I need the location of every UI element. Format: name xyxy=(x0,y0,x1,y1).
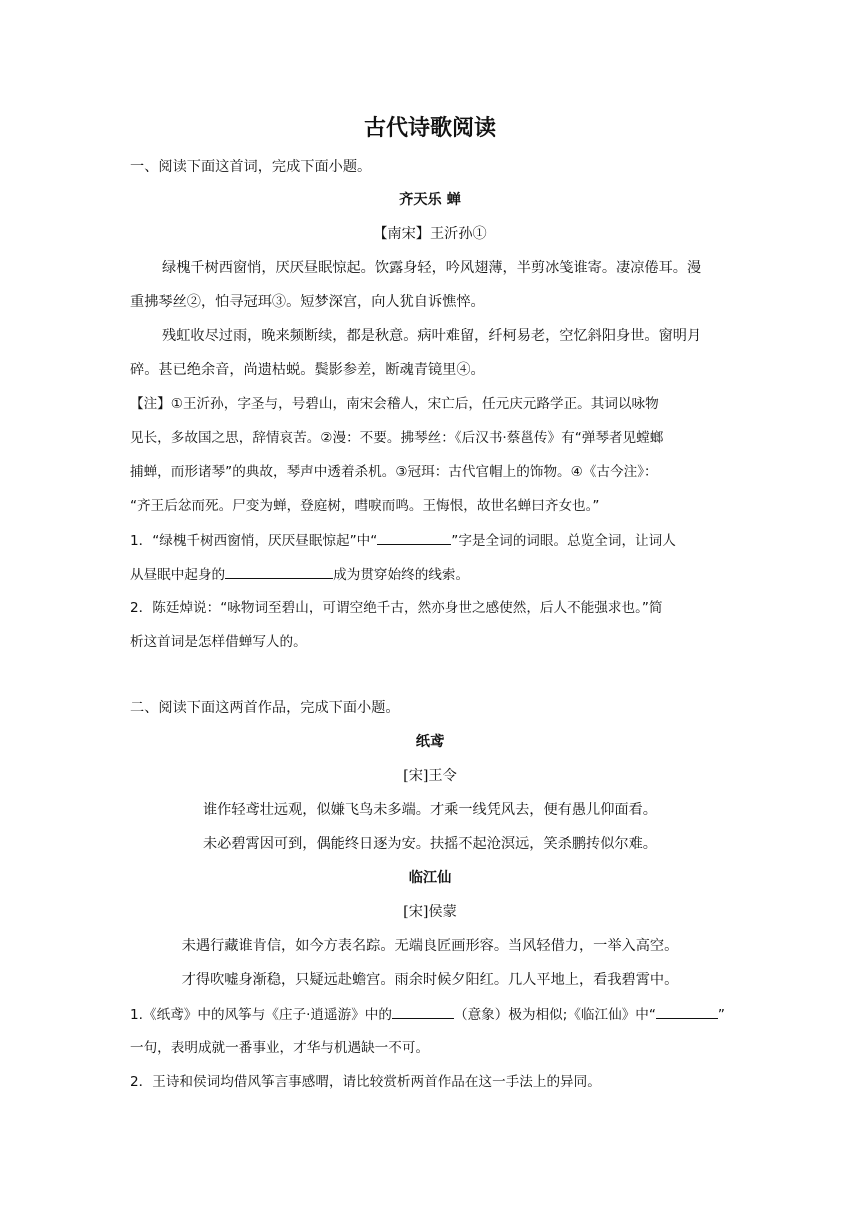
question-1 xyxy=(130,530,676,551)
answer-blank[interactable] xyxy=(377,530,451,545)
section2-question-1-cont: 一句，表明成就一番事业，才华与机遇缺一不可。 xyxy=(130,1040,430,1056)
poem-line: 碎。甚已绝余音，尚遗枯蜕。鬓影参差，断魂青镜里④。 xyxy=(130,362,485,378)
answer-blank[interactable] xyxy=(225,564,333,579)
note-line: 捕蝉，而形诸琴”的典故，琴声中透着杀机。③冠珥：古代官帽上的饰物。④《古今注》： xyxy=(130,464,658,480)
question-text: （意象）极为相似;《临江仙》中“ xyxy=(453,1007,656,1023)
page-title: 古代诗歌阅读 xyxy=(363,115,496,141)
poem2-author: [宋]侯蒙 xyxy=(403,904,457,920)
answer-blank[interactable] xyxy=(656,1004,718,1019)
note-line: 见长，多故国之思，辞情哀苦。②漫：不要。拂琴丝：《后汉书·蔡邕传》有“弹琴者见螳螂 xyxy=(130,430,664,446)
section1-poem-author: 【南宋】王沂孙① xyxy=(373,226,487,242)
question-text: 1.《纸鸢》中的风筝与《庄子·逍遥游》中的 xyxy=(130,1007,392,1023)
poem-line: 绿槐千树西窗悄，厌厌昼眠惊起。饮露身轻，吟风翅薄，半剪冰笺谁寄。凄凉倦耳。漫 xyxy=(162,260,702,276)
question-2: 2．陈廷焯说：“咏物词至碧山，可谓空绝千古，然亦身世之感使然，后人不能强求也。”简 xyxy=(130,600,663,616)
poem2-title: 临江仙 xyxy=(408,870,452,886)
section2-question-1 xyxy=(130,1004,725,1025)
note-line: “齐王后忿而死。尸变为蝉，登庭树，嘒唳而鸣。王悔恨，故世名蝉曰齐女也。” xyxy=(130,498,600,514)
section2-question-2: 2．王诗和侯词均借风筝言事感喟，请比较赏析两首作品在这一手法上的异同。 xyxy=(130,1074,601,1090)
poem2-line: 未遇行藏谁肯信，如今方表名踪。无端良匠画形容。当风轻借力，一举入高空。 xyxy=(181,938,679,954)
question-text: ”字是全词的词眼。总览全词，让词人 xyxy=(451,533,676,549)
poem1-title: 纸鸢 xyxy=(415,734,445,750)
answer-blank[interactable] xyxy=(392,1004,454,1019)
section1-poem-title: 齐天乐 蝉 xyxy=(399,192,461,208)
poem1-author: [宋]王令 xyxy=(403,768,457,784)
poem-line: 残虹收尽过雨，晚来频断续，都是秋意。病叶难留，纤柯易老，空忆斜阳身世。窗明月 xyxy=(162,328,702,344)
question-text: 1．“绿槐千树西窗悄，厌厌昼眠惊起”中“ xyxy=(130,533,378,549)
poem1-line: 未必碧霄因可到，偶能终日逐为安。扶摇不起沧溟远，笑杀鹏抟似尔难。 xyxy=(202,836,657,852)
question-2-cont: 析这首词是怎样借蝉写人的。 xyxy=(130,634,307,650)
section1-heading: 一、阅读下面这首词，完成下面小题。 xyxy=(130,159,372,175)
section2-heading: 二、阅读下面这两首作品，完成下面小题。 xyxy=(130,700,400,716)
note-line: 【注】①王沂孙，字圣与，号碧山，南宋会稽人，宋亡后，任元庆元路学正。其词以咏物 xyxy=(130,396,659,412)
question-1-cont xyxy=(130,564,469,585)
question-text: ” xyxy=(717,1007,725,1023)
question-text: 成为贯穿始终的线索。 xyxy=(333,567,470,583)
poem1-line: 谁作轻鸢壮远观，似嫌飞鸟未多端。才乘一线凭风去，便有愚儿仰面看。 xyxy=(202,802,657,818)
question-text: 从昼眠中起身的 xyxy=(130,567,226,583)
poem-line: 重拂琴丝②，怕寻冠珥③。短梦深宫，向人犹自诉憔悴。 xyxy=(130,294,485,310)
poem2-line: 才得吹嘘身渐稳，只疑远赴蟾宫。雨余时候夕阳红。几人平地上，看我碧霄中。 xyxy=(181,972,679,988)
